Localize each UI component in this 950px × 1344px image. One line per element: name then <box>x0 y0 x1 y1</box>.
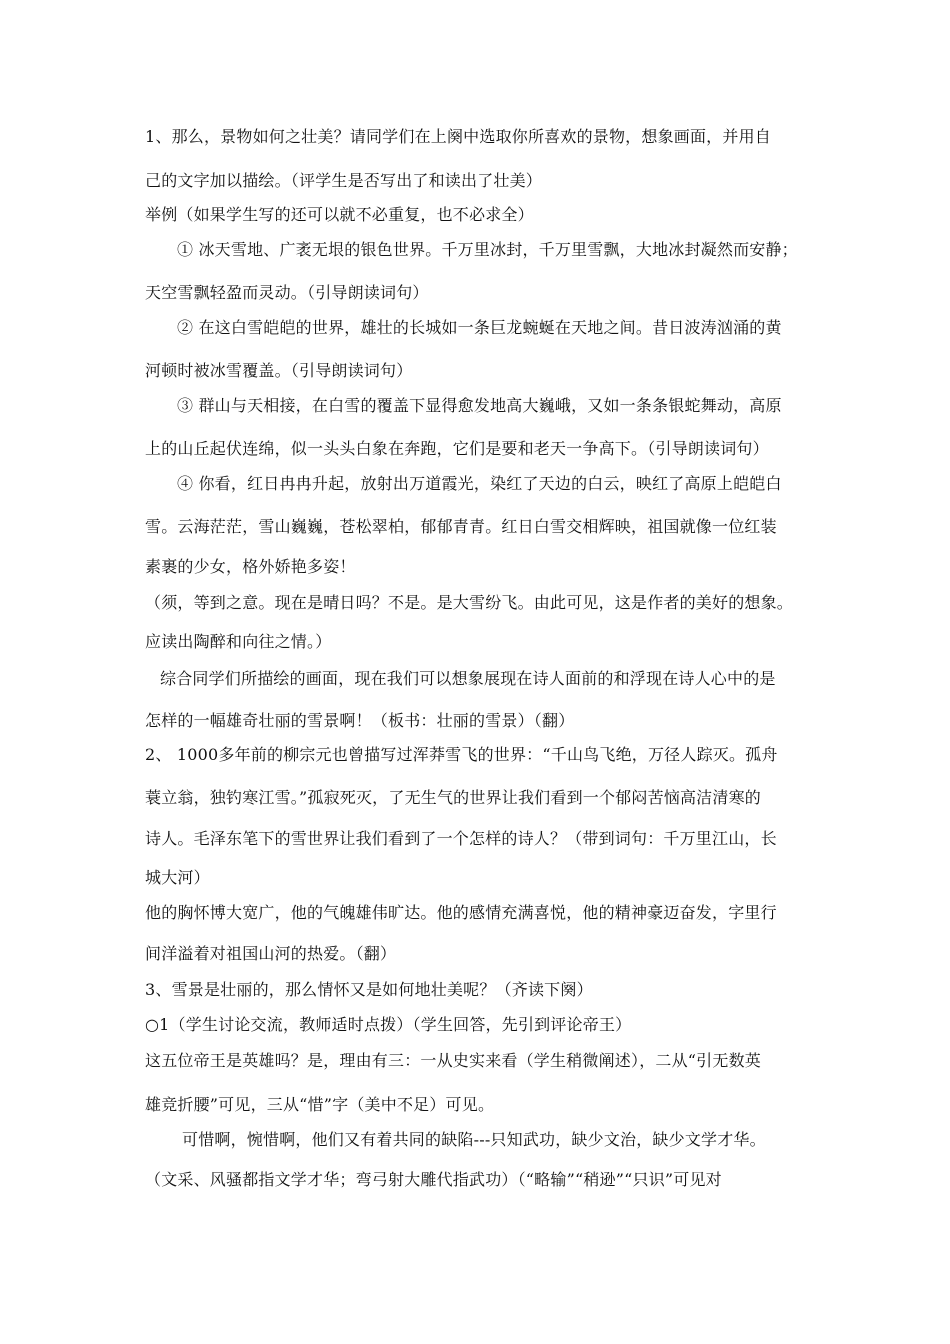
text-line: 怎样的一幅雄奇壮丽的雪景啊！（板书：壮丽的雪景）（翻） <box>145 711 575 730</box>
text-line: 间洋溢着对祖国山河的热爱。（翻） <box>145 944 397 963</box>
text-line: 举例（如果学生写的还可以就不必重复，也不必求全） <box>145 205 534 224</box>
text-line: 他的胸怀博大宽广，他的气魄雄伟旷达。他的感情充满喜悦，他的精神豪迈奋发，字里行 <box>145 903 777 922</box>
text-line: 上的山丘起伏连绵，似一头头白象在奔跑，它们是要和老天一争高下。（引导朗读词句） <box>145 439 769 458</box>
text-line: 可惜啊，惋惜啊，他们又有着共同的缺陷---只知武功，缺少文治，缺少文学才华。 <box>182 1130 766 1149</box>
text-line: 河顿时被冰雪覆盖。（引导朗读词句） <box>145 361 413 380</box>
text-line: ① 冰天雪地、广袤无垠的银色世界。千万里冰封，千万里雪飘，大地冰封凝然而安静； <box>177 240 798 259</box>
text-line: ② 在这白雪皑皑的世界，雄壮的长城如一条巨龙蜿蜒在天地之间。昔日波涛汹涌的黄 <box>177 318 782 337</box>
text-line: （须，等到之意。现在是晴日吗？不是。是大雪纷飞。由此可见，这是作者的美好的想象。 <box>145 593 794 612</box>
text-line: （文采、风骚都指文学才华；弯弓射大雕代指武功）（“略输”“稍逊”“只识”可见对 <box>145 1170 722 1189</box>
text-line: 诗人。毛泽东笔下的雪世界让我们看到了一个怎样的诗人？（带到词句：千万里江山，长 <box>145 829 777 848</box>
text-line: ④ 你看，红日冉冉升起，放射出万道霞光，染红了天边的白云，映红了高原上皑皑白 <box>177 474 782 493</box>
text-line: 2、 1000多年前的柳宗元也曾描写过浑莽雪飞的世界：“千山鸟飞绝，万径人踪灭。孤舟 <box>145 745 778 764</box>
text-line: 1、那么，景物如何之壮美？请同学们在上阕中选取你所喜欢的景物，想象画面，并用自 <box>145 127 771 146</box>
text-line: 蓑立翁，独钓寒江雪。”孤寂死灭，了无生气的世界让我们看到一个郁闷苦恼高洁清寒的 <box>145 788 761 807</box>
text-line: 天空雪飘轻盈而灵动。（引导朗读词句） <box>145 283 429 302</box>
text-line: 应读出陶醉和向往之情。） <box>145 632 332 651</box>
text-line: 这五位帝王是英雄吗？是，理由有三：一从史实来看（学生稍微阐述），二从“引无数英 <box>145 1051 761 1070</box>
text-line: 城大河） <box>145 868 210 887</box>
text-line: 综合同学们所描绘的画面，现在我们可以想象展现在诗人面前的和浮现在诗人心中的是 <box>160 669 776 688</box>
text-line: 3、雪景是壮丽的，那么情怀又是如何地壮美呢？（齐读下阕） <box>145 980 593 999</box>
text-line: 雄竞折腰”可见，三从“惜”字（美中不足）可见。 <box>145 1095 495 1114</box>
text-line: 雪。云海茫茫，雪山巍巍，苍松翠柏，郁郁青青。红日白雪交相辉映，祖国就像一位红装 <box>145 517 777 536</box>
text-line: ○1（学生讨论交流，教师适时点拨）（学生回答，先引到评论帝王） <box>145 1015 632 1034</box>
text-line: 素裹的少女，格外娇艳多姿！ <box>145 557 356 576</box>
text-line: ③ 群山与天相接，在白雪的覆盖下显得愈发地高大巍峨，又如一条条银蛇舞动，高原 <box>177 396 782 415</box>
text-line: 己的文字加以描绘。（评学生是否写出了和读出了壮美） <box>145 171 543 190</box>
